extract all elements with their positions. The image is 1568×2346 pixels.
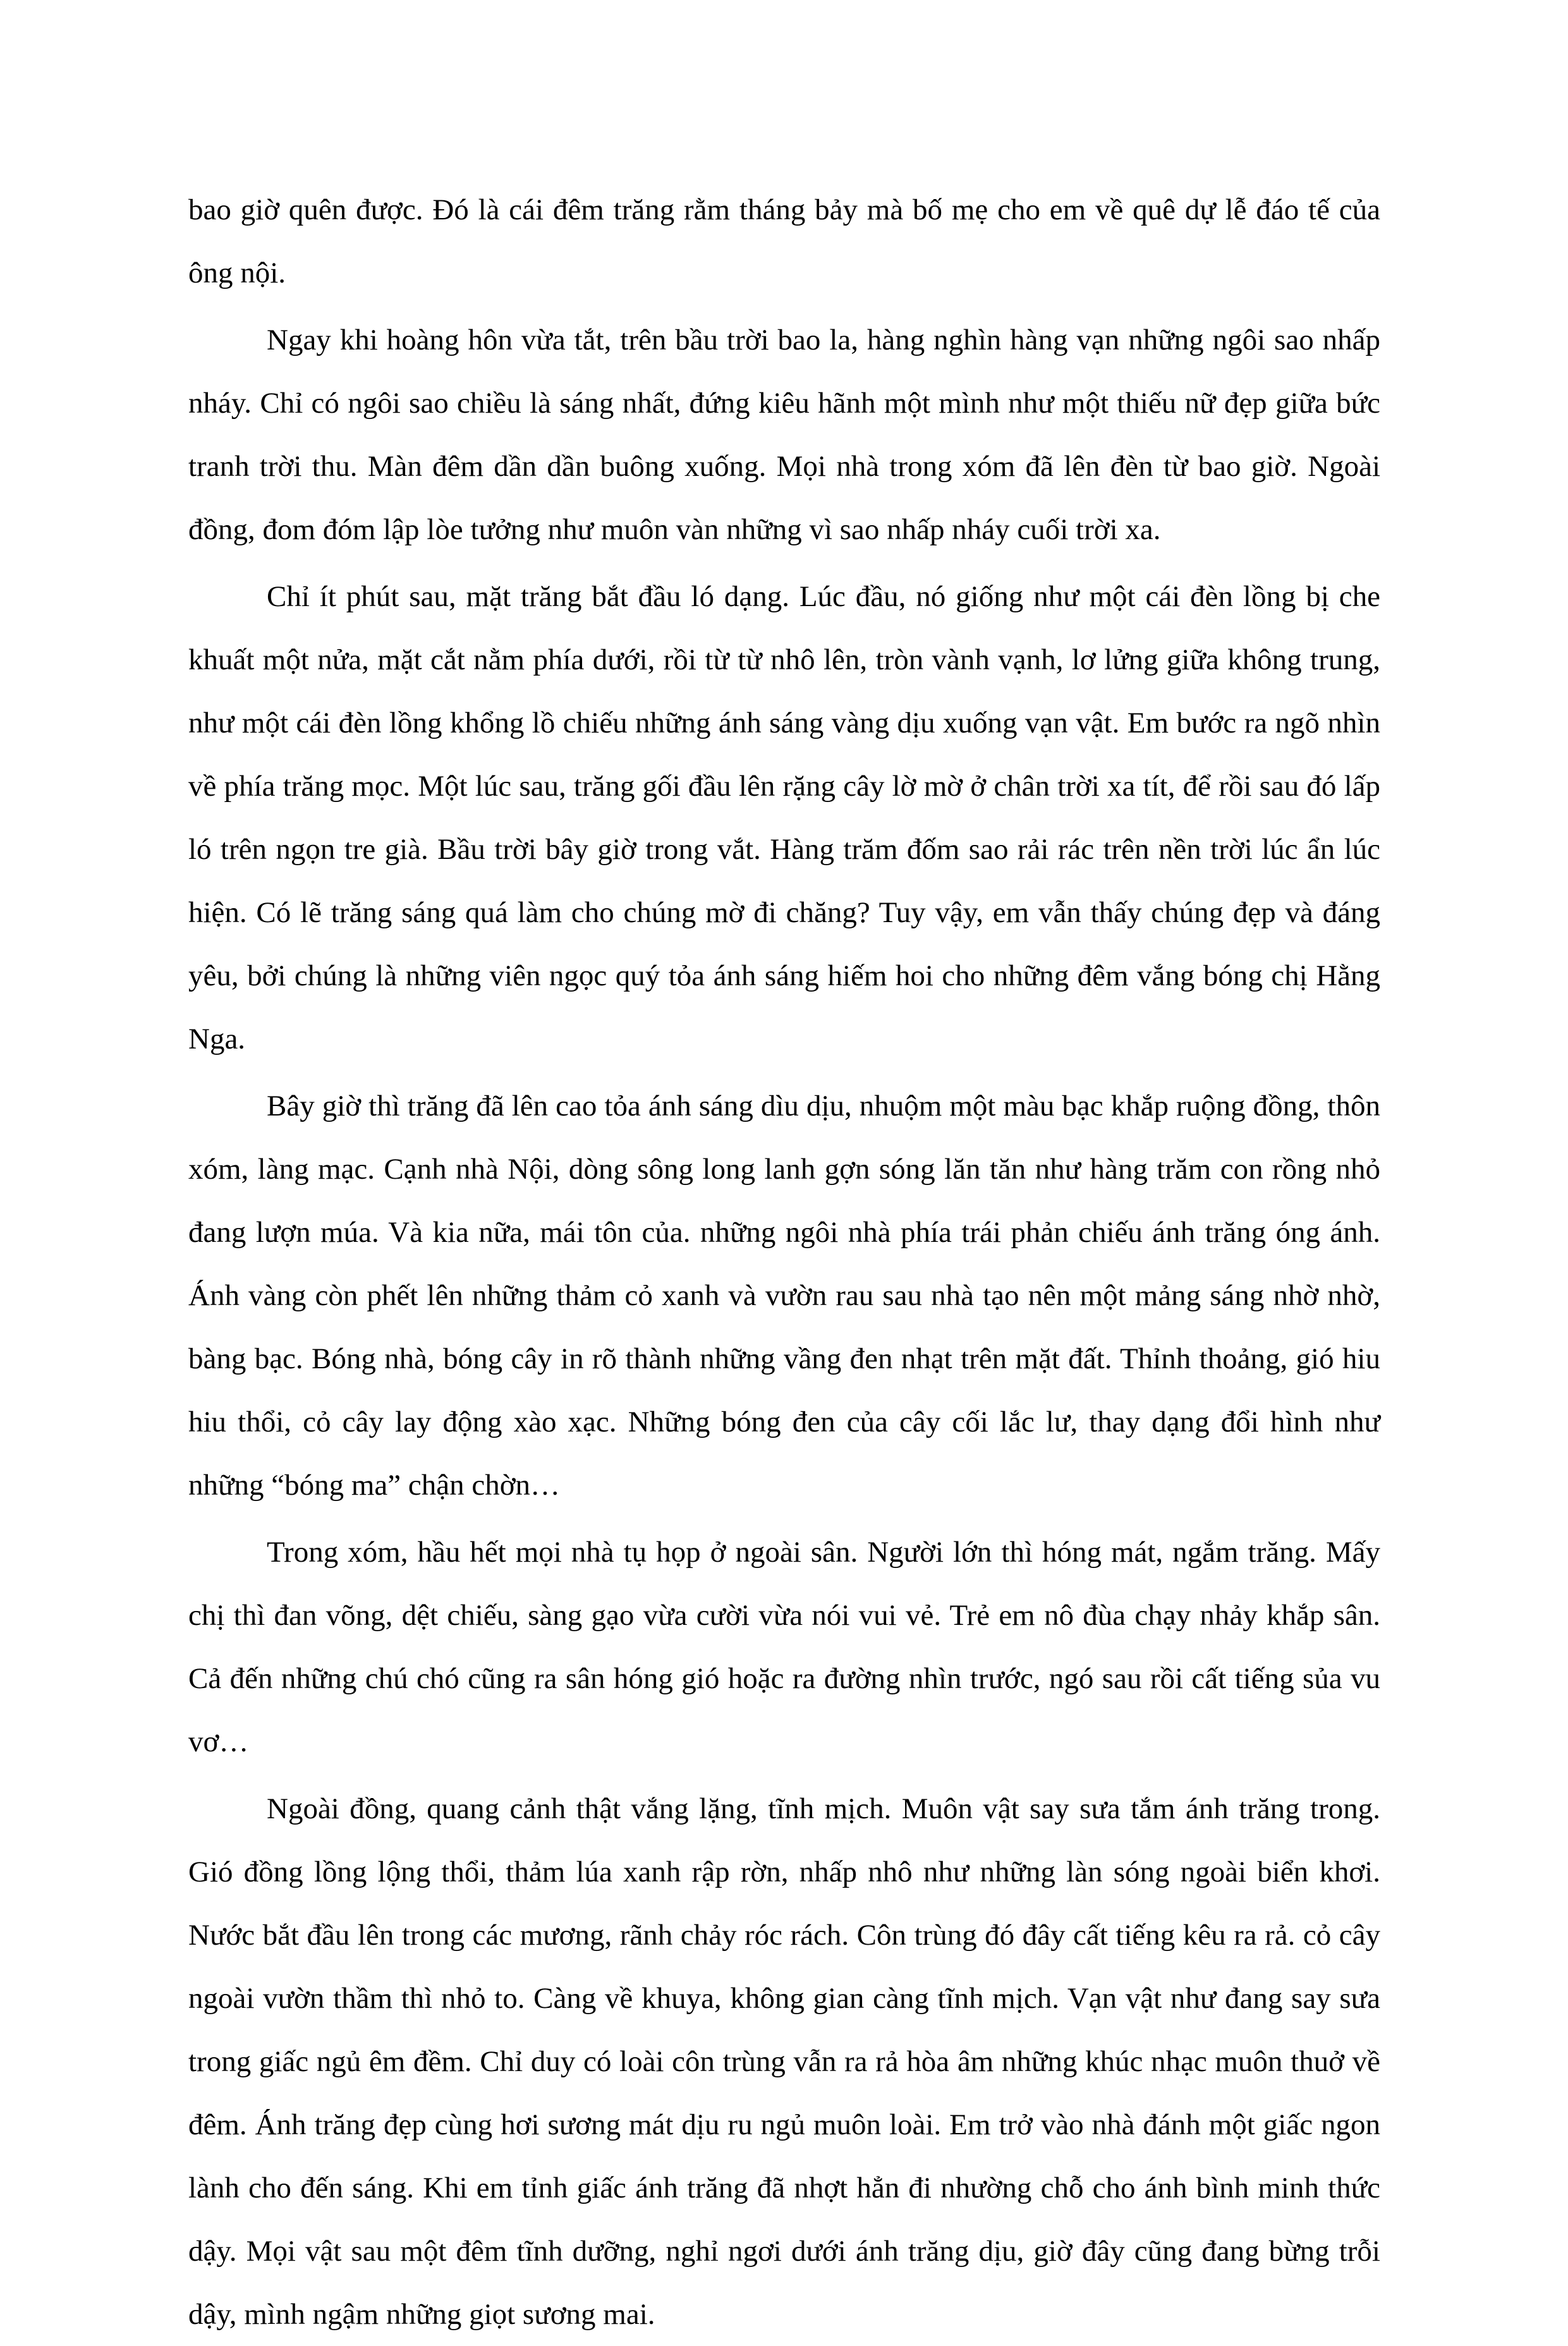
paragraph-village: Trong xóm, hầu hết mọi nhà tụ họp ở ngoài sân. Người lớn thì hóng mát, ngắm trăng. Mấy chị thì đan võng, dệt chiếu, sàng gạo vừa cười vừa nói vui vẻ. Trẻ em nô đùa chạy nhảy khắp sân. Cả đến những chú chó cũng ra sân hóng gió hoặc ra đường nhìn trước, ngó sau rồi cất tiếng sủa vu vơ… <box>188 1536 1380 1758</box>
paragraph-moonrise: Chỉ ít phút sau, mặt trăng bắt đầu ló dạng. Lúc đầu, nó giống như một cái đèn lồng bị che khuất một nửa, mặt cắt nằm phía dưới, rồi từ từ nhô lên, tròn vành vạnh, lơ lửng giữa không trung, như một cái đèn lồng khổng lồ chiếu những ánh sáng vàng dịu xuống vạn vật. Em bước ra ngõ nhìn về phía trăng mọc. Một lúc sau, trăng gối đầu lên rặng cây lờ mờ ở chân trời xa tít, để rồi sau đó lấp ló trên ngọn tre già. Bầu trời bây giờ trong vắt. Hàng trăm đốm sao rải rác trên nền trời lúc ẩn lúc hiện. Có lẽ trăng sáng quá làm cho chúng mờ đi chăng? Tuy vậy, em vẫn thấy chúng đẹp và đáng yêu, bởi chúng là những viên ngọc quý tỏa ánh sáng hiếm hoi cho những đêm vắng bóng chị Hằng Nga. <box>188 580 1380 1055</box>
paragraph-fields: Ngoài đồng, quang cảnh thật vắng lặng, tĩnh mịch. Muôn vật say sưa tắm ánh trăng trong. Gió đồng lồng lộng thổi, thảm lúa xanh rập rờn, nhấp nhô như những làn sóng ngoài biển khơi. Nước bắt đầu lên trong các mương, rãnh chảy róc rách. Côn trùng đó đây cất tiếng kêu ra rả. cỏ cây ngoài vườn thầm thì nhỏ to. Càng về khuya, không gian càng tĩnh mịch. Vạn vật như đang say sưa trong giấc ngủ êm đềm. Chỉ duy có loài côn trùng vẫn ra rả hòa âm những khúc nhạc muôn thuở về đêm. Ánh trăng đẹp cùng hơi sương mát dịu ru ngủ muôn loài. Em trở vào nhà đánh một giấc ngon lành cho đến sáng. Khi em tỉnh giấc ánh trăng đã nhợt hẳn đi nhường chỗ cho ánh bình minh thức dậy. Mọi vật sau một đêm tĩnh dưỡng, nghỉ ngơi dưới ánh trăng dịu, giờ đây cũng đang bừng trỗi dậy, mình ngậm những giọt sương mai. <box>188 1792 1380 2331</box>
document-body <box>188 178 1380 2346</box>
paragraph-sunset: Ngay khi hoàng hôn vừa tắt, trên bầu trời bao la, hàng nghìn hàng vạn những ngôi sao nhấp nháy. Chỉ có ngôi sao chiều là sáng nhất, đứng kiêu hãnh một mình như một thiếu nữ đẹp giữa bức tranh trời thu. Màn đêm dần dần buông xuống. Mọi nhà trong xóm đã lên đèn từ bao giờ. Ngoài đồng, đom đóm lập lòe tưởng như muôn vàn những vì sao nhấp nháy cuối trời xa. <box>188 324 1380 546</box>
paragraph-moonlight: Bây giờ thì trăng đã lên cao tỏa ánh sáng dìu dịu, nhuộm một màu bạc khắp ruộng đồng, thôn xóm, làng mạc. Cạnh nhà Nội, dòng sông long lanh gợn sóng lăn tăn như hàng trăm con rồng nhỏ đang lượn múa. Và kia nữa, mái tôn của. những ngôi nhà phía trái phản chiếu ánh trăng óng ánh. Ánh vàng còn phết lên những thảm cỏ xanh và vườn rau sau nhà tạo nên một mảng sáng nhờ nhờ, bàng bạc. Bóng nhà, bóng cây in rõ thành những vầng đen nhạt trên mặt đất. Thỉnh thoảng, gió hiu hiu thổi, cỏ cây lay động xào xạc. Những bóng đen của cây cối lắc lư, thay dạng đổi hình như những “bóng ma” chận chờn… <box>188 1090 1380 1502</box>
paragraph-continuation: bao giờ quên được. Đó là cái đêm trăng rằm tháng bảy mà bố mẹ cho em về quê dự lễ đáo tế của ông nội. <box>188 193 1380 289</box>
